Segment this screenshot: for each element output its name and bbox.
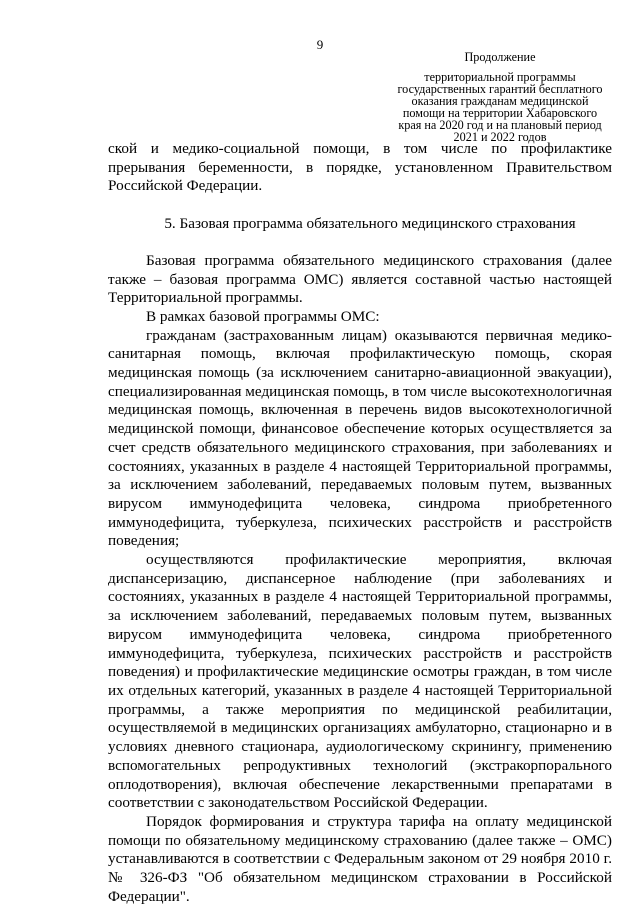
paragraph: гражданам (застрахованным лицам) оказываются первичная медико-санитарная помощь, включая профилактическую помощь, скорая медицинская помощь (за исключением санитарно-авиационной эвакуации), специализированная медицинская помощь, в том числе высокотехнологичная медицинская помощь, включенная в перечень видов высокотехнологичной медицинской помощи, финансовое обеспечение которых осуществляется за счет средств обязательного медицинского страхования, при заболеваниях и состояниях, указанных в разделе 4 настоящей Территориальной программы, за исключением заболеваний, передаваемых половым путем, вызванных вирусом иммунодефицита человека, синдрома приобретенного иммунодефицита, туберкулеза, психических расстройств и расстройств поведения; <box>108 326 612 550</box>
paragraph: Порядок формирования и структура тарифа на оплату медицинской помощи по обязательному медицинскому страхованию (далее также – ОМС) устанавливаются в соответствии с Федеральным законом от 29 ноября 2010 г. № 326-ФЗ "Об обязательном медицинском страховании в Российской Федерации". <box>108 812 612 905</box>
header-line: помощи на территории Хабаровского <box>402 106 598 120</box>
header-line: 2021 и 2022 годов <box>453 130 547 144</box>
header-line: территориальной программы <box>424 70 576 84</box>
paragraph: Базовая программа обязательного медицинского страхования (далее также – базовая программа ОМС) является составной частью настоящей Территориальной программы. <box>108 251 612 307</box>
paragraph-continuation: ской и медико-социальной помощи, в том числе по профилактике прерывания беременности, в порядке, установленном Правительством Российской Федерации. <box>108 140 612 195</box>
header-line: края на 2020 год и на плановый период <box>398 118 602 132</box>
section-title: 5. Базовая программа обязательного медицинского страхования <box>164 215 576 233</box>
continuation-label: Продолжение <box>464 50 536 64</box>
document-header <box>382 51 618 143</box>
header-line: государственных гарантий бесплатного <box>397 82 603 96</box>
page-number: 9 <box>316 37 324 52</box>
document-body <box>108 140 612 906</box>
paragraph: осуществляются профилактические мероприятия, включая диспансеризацию, диспансерное наблюдение (при заболеваниях и состояниях, указанных в разделе 4 настоящей Территориальной программы, за исключением заболеваний, передаваемых половым путем, вызванных вирусом иммунодефицита человека, синдрома приобретенного иммунодефицита, туберкулеза, психических расстройств и расстройств поведения) и профилактические медицинские осмотры граждан, в том числе их отдельных категорий, указанных в разделе 4 настоящей Территориальной программы, а также мероприятия по медицинской реабилитации, осуществляемой в медицинских организациях амбулаторно, стационарно и в условиях дневного стационара, аудиологическому скринингу, применению вспомогательных репродуктивных технологий (экстракорпорального оплодотворения), включая обеспечение лекарственными препаратами в соответствии с законодательством Российской Федерации. <box>108 551 612 812</box>
header-line: оказания гражданам медицинской <box>411 94 589 108</box>
paragraph: В рамках базовой программы ОМС: <box>146 307 380 325</box>
